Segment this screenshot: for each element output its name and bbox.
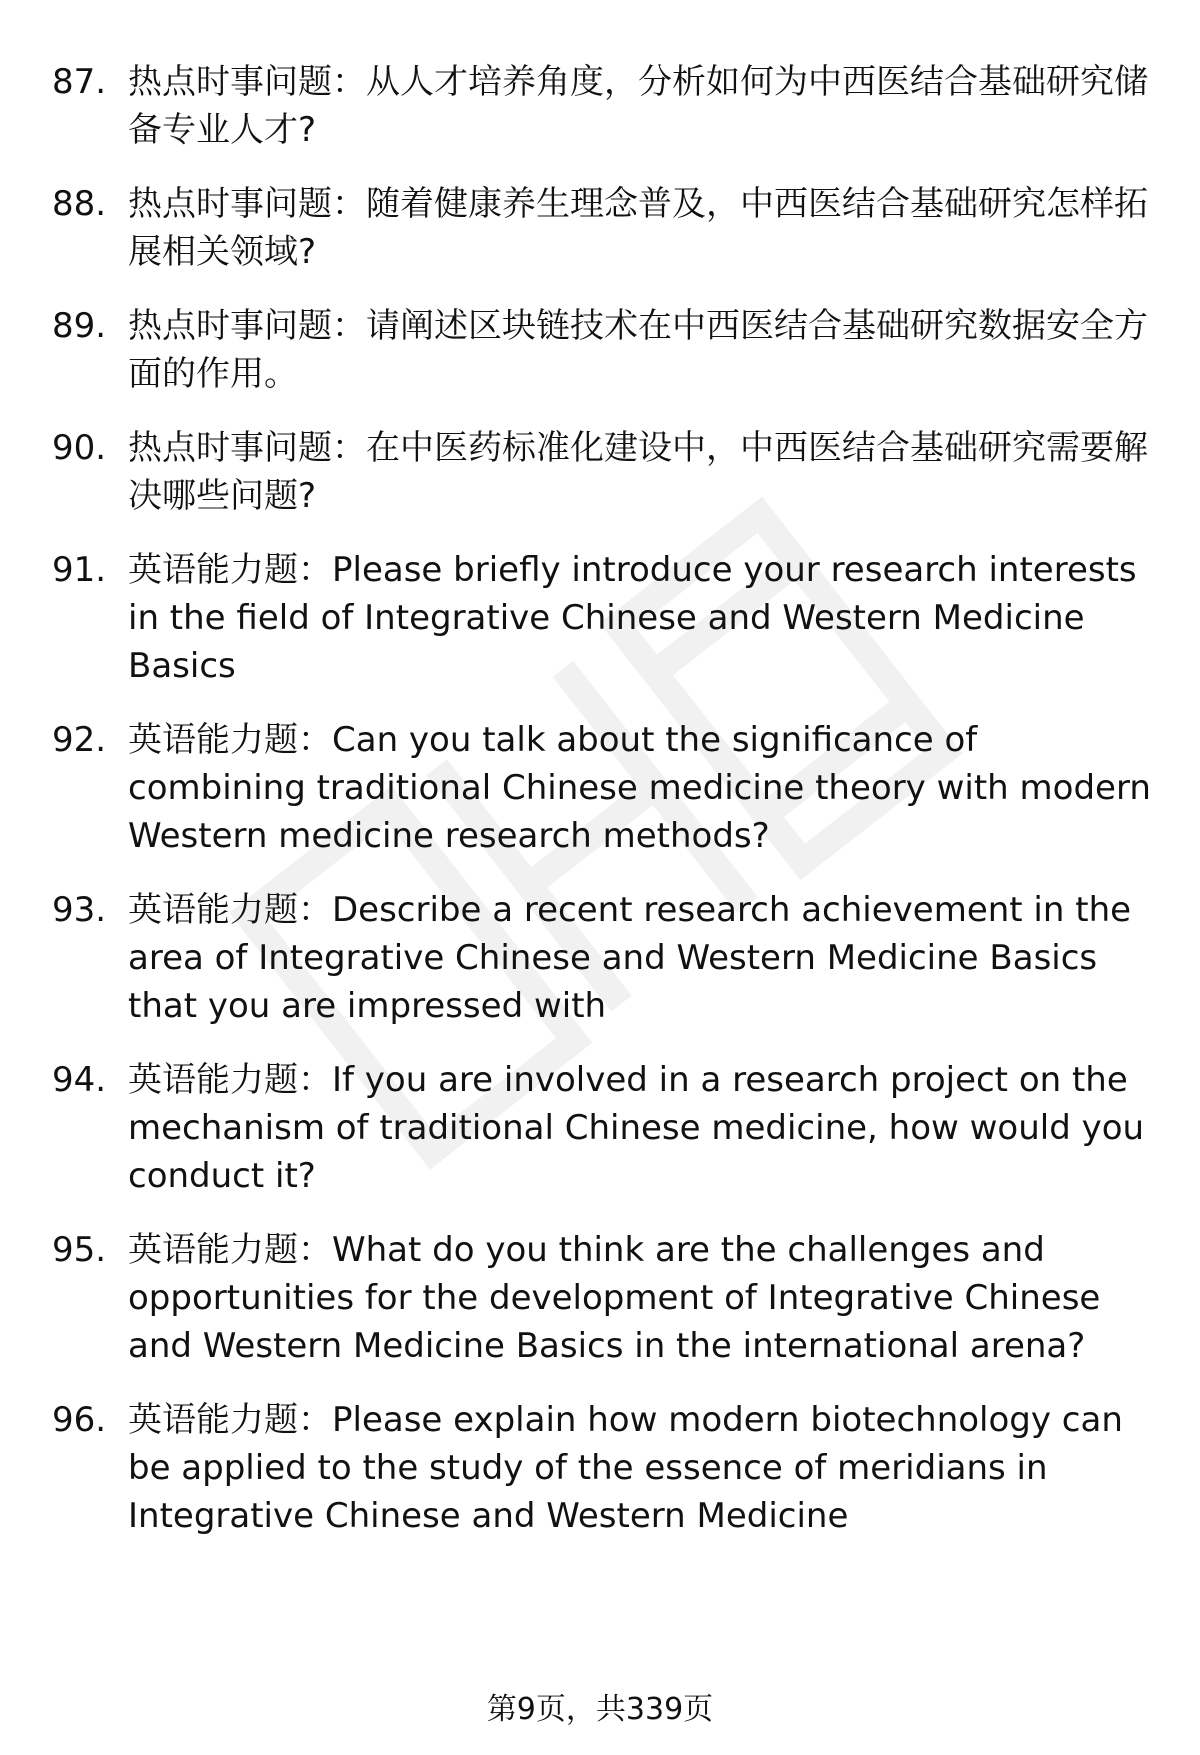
- question-number: 89.: [52, 306, 107, 346]
- question-number: 91.: [52, 550, 107, 590]
- question-number: 88.: [52, 184, 107, 224]
- question-item: [52, 546, 1160, 690]
- question-number: 96.: [52, 1400, 107, 1440]
- question-item: [52, 1056, 1160, 1200]
- question-number: 95.: [52, 1230, 107, 1270]
- question-text: 英语能力题：Please explain how modern biotechnology can be applied to the study of the essence of meridians in Integrative Chinese and Western Medicine: [128, 1400, 1123, 1536]
- question-text: 英语能力题：Please briefly introduce your research interests in the field of Integrative Chinese and Western Medicine Basics: [128, 550, 1137, 686]
- question-list: [52, 58, 1160, 1566]
- question-text: 英语能力题：Describe a recent research achievement in the area of Integrative Chinese and Western Medicine Basics that you are impressed with: [128, 890, 1132, 1026]
- question-item: [52, 1396, 1160, 1540]
- question-text: 热点时事问题：随着健康养生理念普及，中西医结合基础研究怎样拓展相关领域?: [128, 184, 1148, 272]
- question-number: 87.: [52, 62, 107, 102]
- question-number: 94.: [52, 1060, 107, 1100]
- question-item: [52, 180, 1160, 276]
- question-item: [52, 424, 1160, 520]
- question-text: 热点时事问题：从人才培养角度，分析如何为中西医结合基础研究储备专业人才?: [128, 62, 1148, 150]
- question-text: 热点时事问题：在中医药标准化建设中，中西医结合基础研究需要解决哪些问题?: [128, 428, 1148, 516]
- question-item: [52, 1226, 1160, 1370]
- question-item: [52, 302, 1160, 398]
- question-item: [52, 58, 1160, 154]
- question-number: 93.: [52, 890, 107, 930]
- question-number: 90.: [52, 428, 107, 468]
- question-item: [52, 716, 1160, 860]
- question-number: 92.: [52, 720, 107, 760]
- question-text: 英语能力题：Can you talk about the significance of combining traditional Chinese medicine theory with modern Western medicine research methods?: [128, 720, 1151, 856]
- question-text: 英语能力题：If you are involved in a research project on the mechanism of traditional Chinese medicine, how would you conduct it?: [128, 1060, 1145, 1196]
- question-text: 热点时事问题：请阐述区块链技术在中西医结合基础研究数据安全方面的作用。: [128, 306, 1148, 394]
- page-footer: 第9页，共339页: [486, 1692, 714, 1727]
- question-text: 英语能力题：What do you think are the challenges and opportunities for the development of Integrative Chinese and Western Medicine Basics in the international arena?: [128, 1230, 1101, 1366]
- question-item: [52, 886, 1160, 1030]
